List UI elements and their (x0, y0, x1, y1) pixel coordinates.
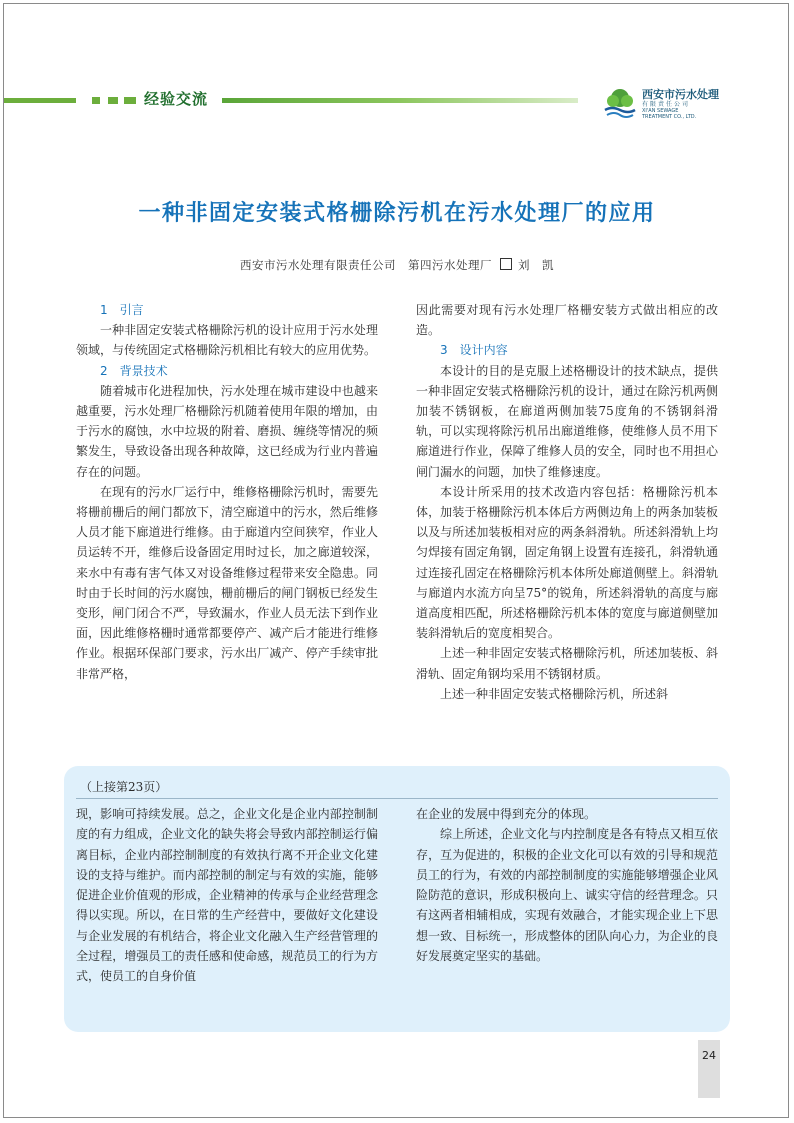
byline-org: 西安市污水处理有限责任公司 第四污水处理厂 (240, 258, 492, 272)
continuation-label: （上接第23页） (80, 780, 168, 794)
paragraph: 本设计的目的是克服上述格栅设计的技术缺点，提供一种非固定安装式格栅除污机的设计，通过在除污机两侧加装不锈钢板，在廊道两侧加装75度角的不锈钢斜滑轨，可以实现将除污机吊出廊道维修，使维修人员不用下廊道进行作业，保障了维修人员的安全，同时也不用担心闸门漏水的问题，加快了维修速度。 (416, 363, 718, 479)
header-bar-left (4, 98, 76, 103)
article-byline (0, 257, 794, 273)
byline-box-icon (500, 258, 512, 270)
body-column-left (76, 300, 378, 684)
section-heading-design: 3 设计内容 (440, 343, 508, 358)
logo-emblem-icon (602, 86, 638, 122)
section-heading-background: 2 背景技术 (100, 363, 168, 378)
company-logo (602, 84, 752, 124)
section-heading-intro: 1 引言 (100, 303, 144, 317)
paragraph: 在企业的发展中得到充分的体现。 (416, 807, 597, 821)
paragraph: 一种非固定安装式格栅除污机的设计应用于污水处理领域，与传统固定式格栅除污机相比有较大的应用优势。 (76, 323, 378, 358)
header-square-1 (92, 97, 100, 104)
page-number: 24 (702, 1049, 716, 1062)
paragraph: 上述一种非固定安装式格栅除污机，所述加装板、斜滑轨、固定角钢均采用不锈钢材质。 (416, 646, 718, 681)
paragraph: 随着城市化进程加快，污水处理在城市建设中也越来越重要，污水处理厂格栅除污机随着使用年限的增加，由于污水的腐蚀，水中垃圾的附着、磨损、缠绕等情况的频繁发生，导致设备出现各种故障，这已经成为行业内普遍存在的问题。 (76, 383, 378, 479)
continuation-column-right (416, 804, 718, 966)
byline-author: 刘 凯 (518, 258, 554, 272)
article-title: 一种非固定安装式格栅除污机在污水处理厂的应用 (138, 201, 656, 226)
paragraph: 上述一种非固定安装式格栅除污机，所述斜 (440, 686, 669, 701)
header-bar-right (222, 98, 578, 103)
header-square-2 (108, 97, 118, 104)
logo-name-en (642, 108, 696, 120)
logo-name-sub: 有限责任公司 (642, 101, 691, 108)
continuation-divider (76, 798, 718, 799)
paragraph: 因此需要对现有污水处理厂格栅安装方式做出相应的改造。 (416, 303, 718, 338)
logo-name-en-line1: XI'AN SEWAGE (642, 108, 679, 114)
header-square-3 (124, 97, 136, 104)
paragraph: 本设计所采用的技术改造内容包括：格栅除污机本体，加装于格栅除污机本体后方两侧边角上的两条加装板以及与所述加装板相对应的两条斜滑轨。所述斜滑轨上均匀焊接有固定角钢，固定角钢上设置有连接孔，斜滑轨通过连接孔固定在格栅除污机本体所处廊道侧壁上。斜滑轨与廊道内水流方向呈75°的锐角，所述斜滑轨的高度与廊道高度相匹配，所述格栅除污机本体的宽度与廊道侧壁加装斜滑轨后的宽度相契合。 (416, 484, 718, 641)
logo-name-cn: 西安市污水处理 (642, 88, 719, 101)
logo-name-en-line2: TREATMENT CO., LTD. (642, 114, 697, 120)
paragraph: 现，影响可持续发展。总之，企业文化是企业内部控制制度的有力组成，企业文化的缺失将会导致内部控制运行偏离目标，企业内部控制制度的有效执行离不开企业文化建设的支持与维护。而内部控制的制定与有效的实施，能够促进企业价值观的形成，企业精神的传承与企业经营理念得以实现。所以，在日常的生产经营中，要做好文化建设与企业发展的有机结合，将企业文化融入生产经营管理的全过程，增强员工的责任感和使命感，规范员工的行为方式，使员工的自身价值 (76, 807, 378, 984)
continuation-column-left (76, 804, 378, 987)
paragraph: 综上所述，企业文化与内控制度是各有特点又相互依存，互为促进的，积极的企业文化可以有效的引导和规范员工的行为，有效的内部控制制度的实施能够增强企业风险防范的意识，形成积极向上、诚实守信的经营理念。只有这两者相辅相成，实现有效融合，才能实现企业上下思想一致、目标统一，形成整体的团队向心力，为企业的良好发展奠定坚实的基础。 (416, 827, 718, 964)
body-column-right (416, 300, 718, 704)
paragraph: 在现有的污水厂运行中，维修格栅除污机时，需要先将栅前栅后的闸门都放下，清空廊道中的污水，然后维修人员才能下廊道进行维修。由于廊道内空间狭窄，作业人员运转不开，维修后设备固定用时过长，加之廊道较深，来水中有毒有害气体又对设备维修过程带来安全隐患。同时由于长时间的污水腐蚀，栅前栅后的闸门钢板已经发生变形，闸门闭合不严，导致漏水，作业人员无法下到作业面，因此维修格栅时通常都要停产、减产后才能进行维修作业。根据环保部门要求，污水出厂减产、停产手续审批非常严格， (76, 484, 378, 681)
section-label: 经验交流 (144, 90, 209, 108)
